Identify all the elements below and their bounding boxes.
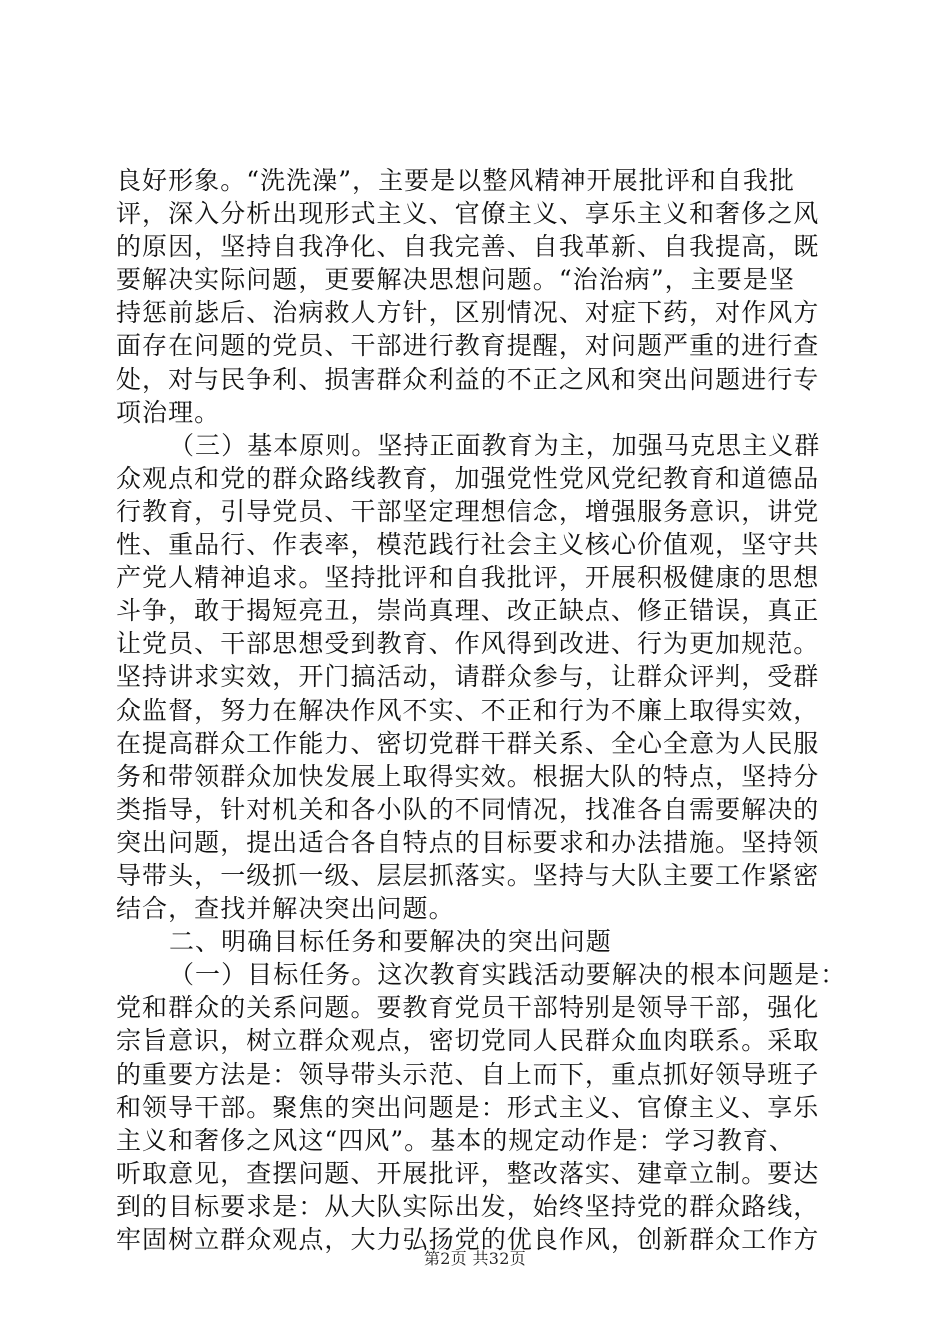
text-line: 项治理。 [116,397,221,427]
text-line: 产党人精神追求。坚持批评和自我批评，开展积极健康的思想 [116,563,820,593]
paragraph-heading-line: （三）基本原则。坚持正面教育为主，加强马克思主义群 [169,430,821,460]
section-heading: 二、明确目标任务和要解决的突出问题 [169,927,612,957]
text-line: 性、重品行、作表率，模范践行社会主义核心价值观，坚守共 [116,530,820,560]
text-line: 要解决实际问题，更要解决思想问题。“治治病”，主要是坚 [116,265,795,295]
text-line: 和领导干部。聚焦的突出问题是：形式主义、官僚主义、享乐 [116,1092,820,1122]
page-number: 第2页 共32页 [423,1249,527,1268]
text-line: 主义和奢侈之风这“四风”。基本的规定动作是：学习教育、 [116,1125,795,1155]
text-line: 到的目标要求是：从大队实际出发，始终坚持党的群众路线， [116,1191,820,1221]
text-line: 的原因，坚持自我净化、自我完善、自我革新、自我提高，既 [116,232,820,262]
paragraph-heading-line: （一）目标任务。这次教育实践活动要解决的根本问题是： [169,960,847,990]
text-line: 面存在问题的党员、干部进行教育提醒，对问题严重的进行查 [116,331,820,361]
text-line: 听取意见，查摆问题、开展批评，整改落实、建章立制。要达 [116,1158,820,1188]
text-line: 持惩前毖后、治病救人方针，区别情况、对症下药，对作风方 [116,298,820,328]
text-line: 结合，查找并解决突出问题。 [116,894,455,924]
text-line: 处，对与民争利、损害群众利益的不正之风和突出问题进行专 [116,364,820,394]
text-line: 突出问题，提出适合各自特点的目标要求和办法措施。坚持领 [116,827,820,857]
text-line: 的重要方法是：领导带头示范、自上而下，重点抓好领导班子 [116,1059,820,1089]
text-line: 众观点和党的群众路线教育，加强党性党风党纪教育和道德品 [116,463,820,493]
text-line: 斗争，敢于揭短亮丑，崇尚真理、改正缺点、修正错误，真正 [116,596,820,626]
text-line: 众监督，努力在解决作风不实、不正和行为不廉上取得实效， [116,695,820,725]
text-line: 坚持讲求实效，开门搞活动，请群众参与，让群众评判，受群 [116,662,820,692]
text-line: 良好形象。“洗洗澡”，主要是以整风精神开展批评和自我批 [116,166,795,195]
text-line: 评，深入分析出现形式主义、官僚主义、享乐主义和奢侈之风 [116,199,820,229]
text-line: 行教育，引导党员、干部坚定理想信念，增强服务意识，讲党 [116,496,820,526]
page-footer [0,1246,950,1269]
text-line: 在提高群众工作能力、密切党群干群关系、全心全意为人民服 [116,728,820,758]
text-line: 类指导，针对机关和各小队的不同情况，找准各自需要解决的 [116,794,820,824]
text-line: 宗旨意识，树立群众观点，密切党同人民群众血肉联系。采取 [116,1026,820,1056]
text-line: 务和带领群众加快发展上取得实效。根据大队的特点，坚持分 [116,761,820,791]
text-line: 让党员、干部思想受到教育、作风得到改进、行为更加规范。 [116,629,820,659]
text-line: 党和群众的关系问题。要教育党员干部特别是领导干部，强化 [116,993,820,1023]
text-line: 牢固树立群众观点，大力弘扬党的优良作风，创新群众工作方 [116,1225,820,1254]
body-text [116,164,847,1256]
text-line: 导带头，一级抓一级、层层抓落实。坚持与大队主要工作紧密 [116,860,820,890]
